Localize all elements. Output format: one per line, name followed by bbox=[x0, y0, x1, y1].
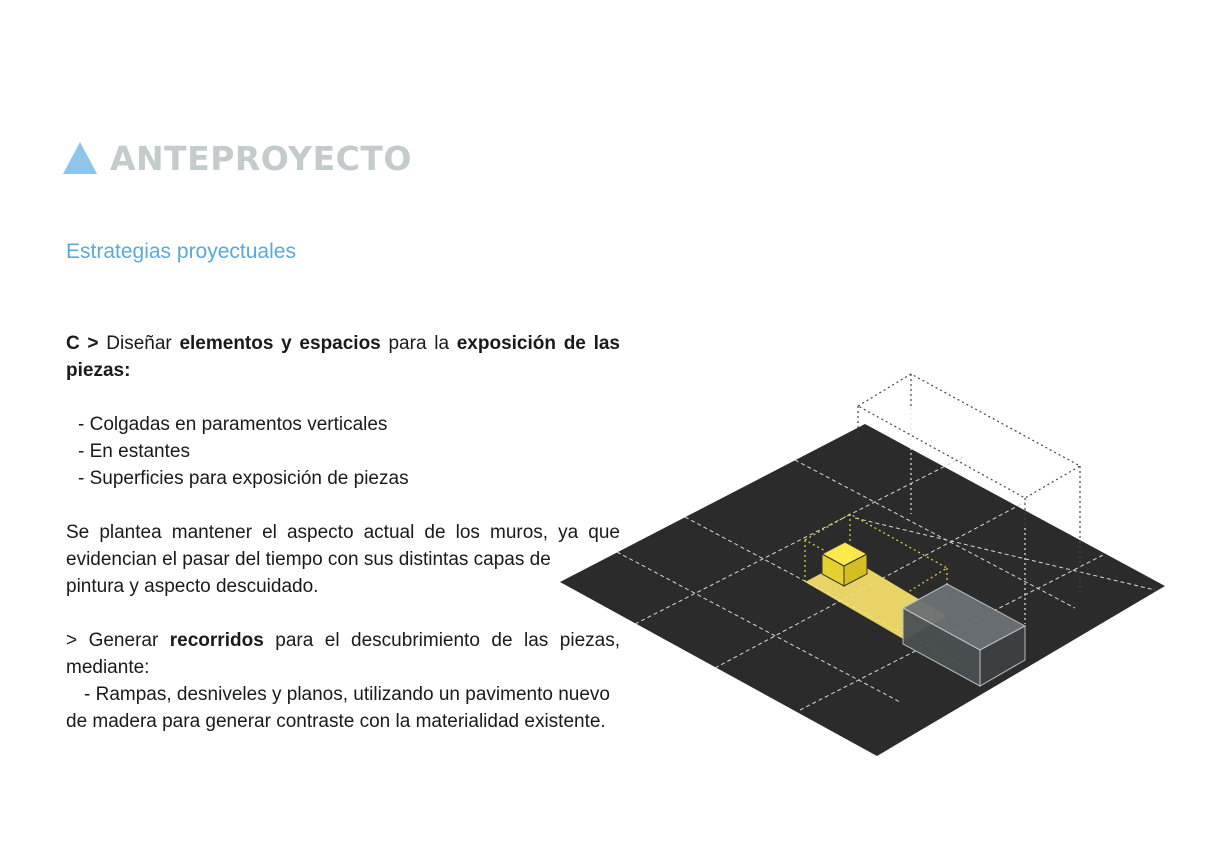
route-text-1: > Generar bbox=[66, 630, 170, 651]
header bbox=[62, 138, 412, 178]
bullet-item: - Superficies para exposición de piezas bbox=[78, 468, 409, 489]
isometric-exhibition-diagram bbox=[555, 368, 1175, 768]
section-c-heading bbox=[66, 330, 620, 384]
route-text-2: para el descubrimiento de las piezas, mediante: bbox=[66, 630, 620, 678]
paragraph-line: Se plantea mantener el aspecto actual de los muros, ya que bbox=[66, 522, 620, 543]
route-heading bbox=[66, 627, 620, 681]
subtitle: Estrategias proyectuales bbox=[66, 240, 296, 263]
triangle-shape bbox=[63, 142, 97, 174]
section-c-prefix: C > bbox=[66, 333, 99, 354]
triangle-icon bbox=[62, 141, 98, 175]
page-title: ANTEPROYECTO bbox=[110, 138, 412, 178]
section-c-text-2: para la bbox=[380, 333, 457, 354]
bullet-item: - En estantes bbox=[78, 441, 190, 462]
section-c-text-1: Diseñar bbox=[98, 333, 180, 354]
bullet-item: - Colgadas en paramentos verticales bbox=[78, 414, 388, 435]
route-bold: recorridos bbox=[169, 630, 264, 651]
final-bullet-line: - Rampas, desniveles y planos, utilizando un pavimento nuevo bbox=[84, 684, 610, 705]
section-c-bold-1: elementos y espacios bbox=[179, 333, 381, 354]
paragraph-line: pintura y aspecto descuidado. bbox=[66, 576, 319, 597]
final-bullet-line: de madera para generar contraste con la materialidad existente. bbox=[66, 711, 606, 732]
body-text bbox=[66, 330, 620, 735]
section-c-bold-2: exposición de las piezas: bbox=[66, 333, 620, 381]
paragraph-line: evidencian el pasar del tiempo con sus distintas capas de bbox=[66, 549, 551, 570]
